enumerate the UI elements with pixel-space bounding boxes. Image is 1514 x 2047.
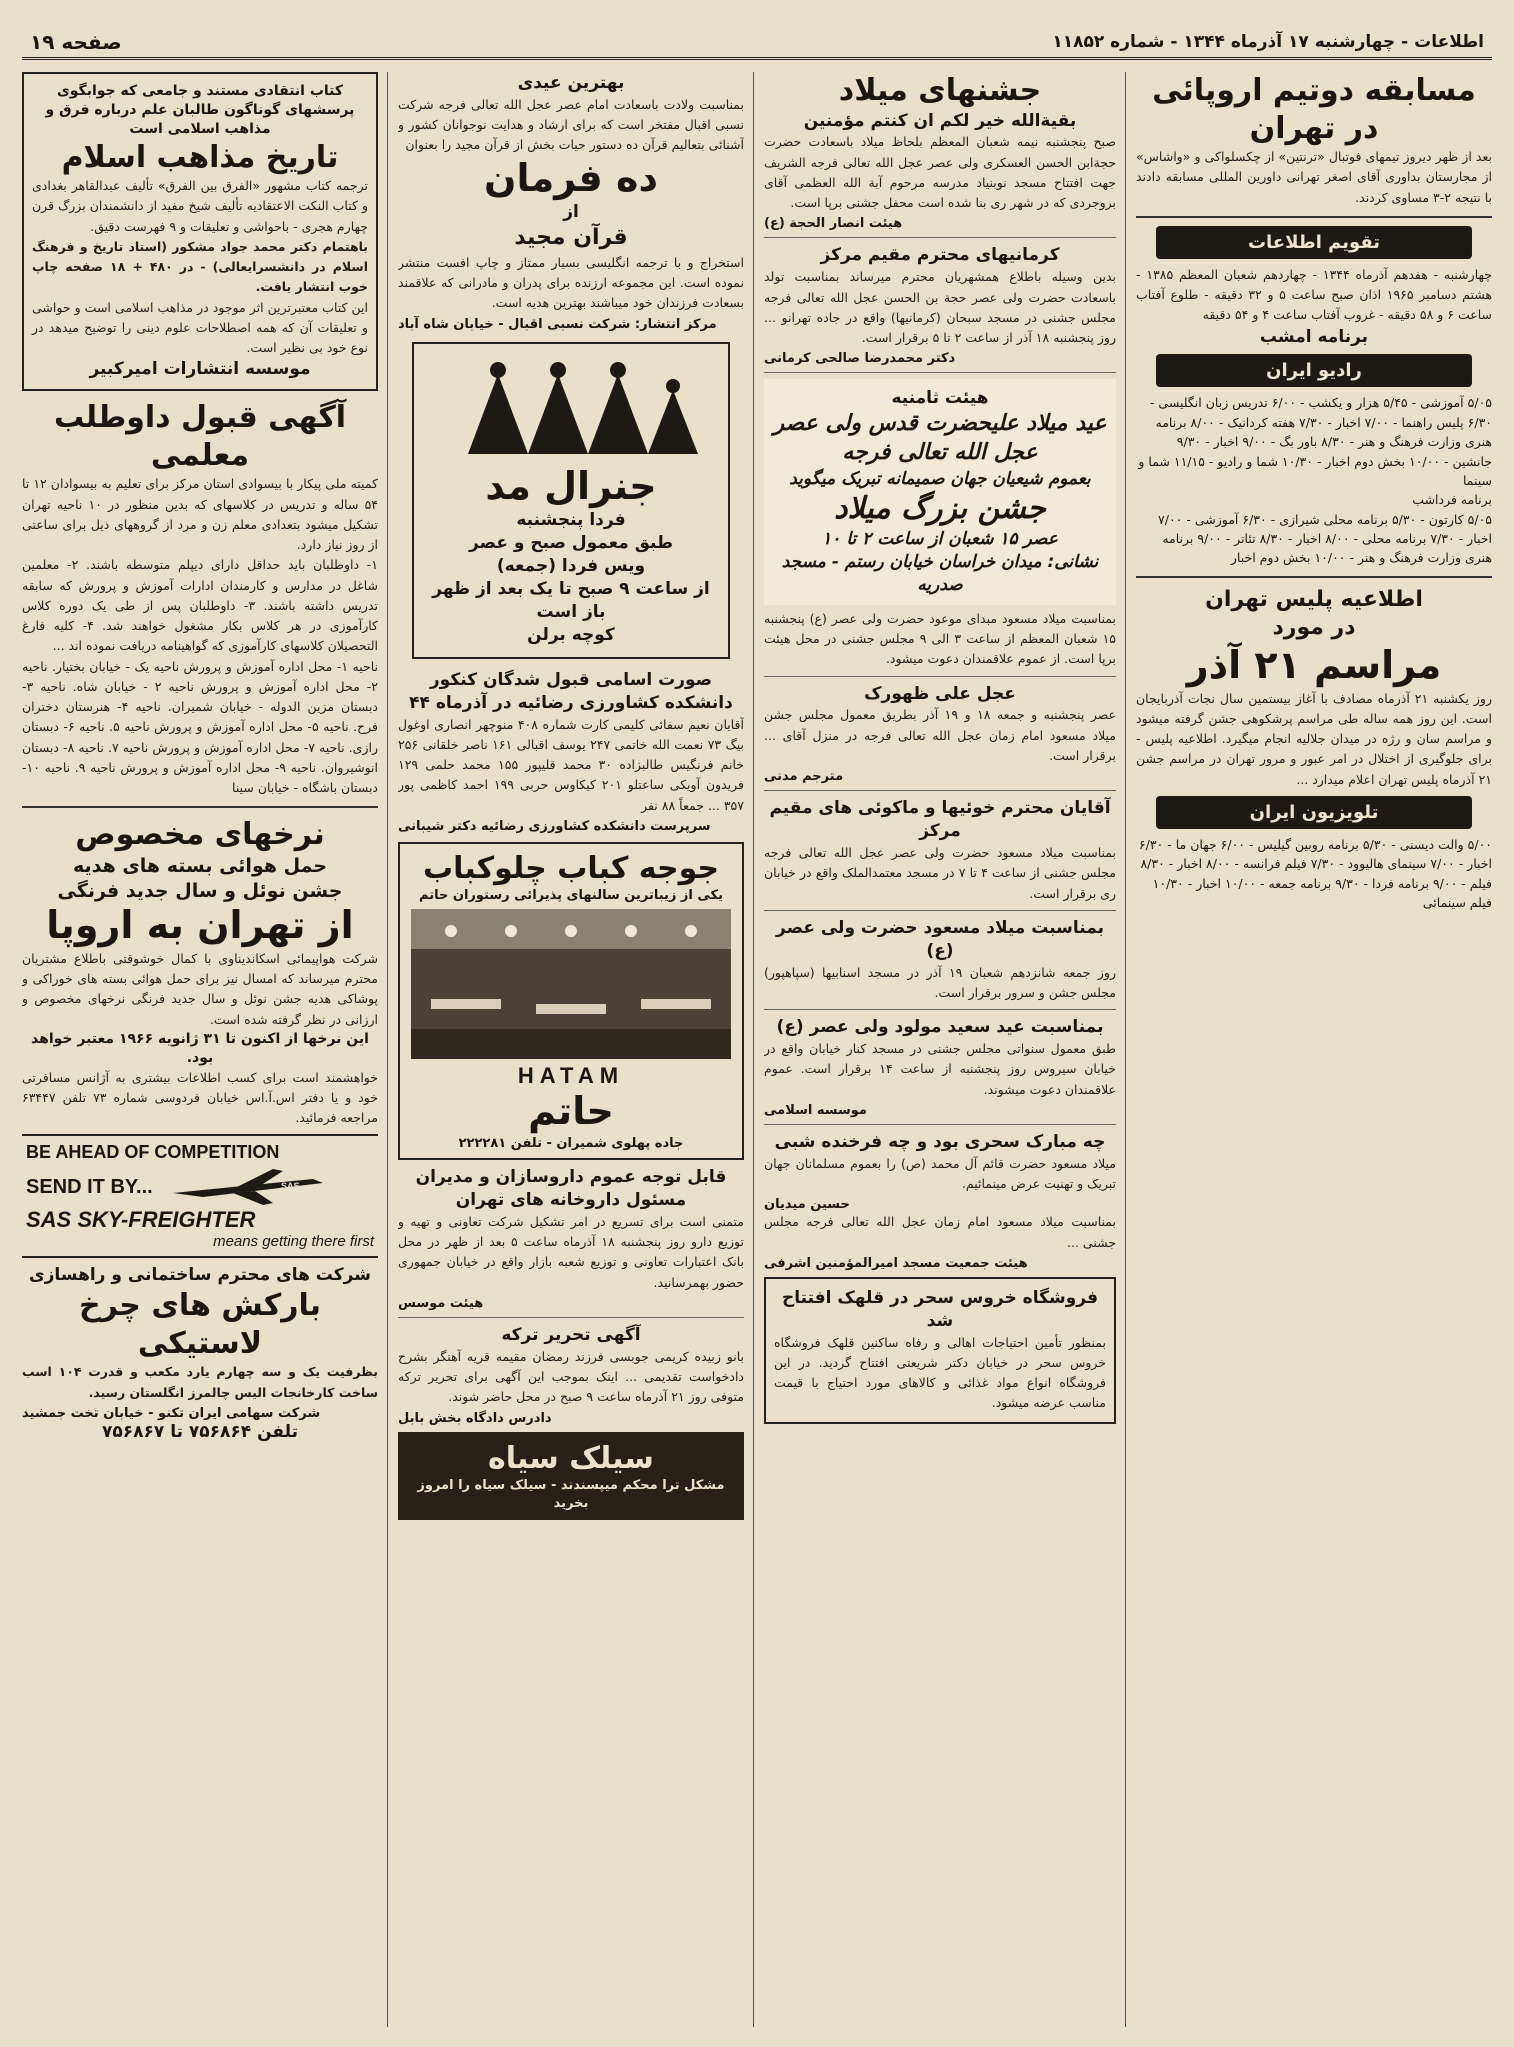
column-sports-tv [1136,72,1492,2027]
masthead [22,26,1492,60]
notice-title: دانشکده کشاورزی رضائیه در آذرماه ۴۴ [409,692,733,713]
ad-address: شرکت سهامی ایران تکنو - خیابان تخت جمشید [22,1405,321,1421]
ad-line: BE AHEAD OF COMPETITION [26,1142,280,1163]
notice-signature: حسین میدیان [764,1197,850,1213]
program-heading: برنامه فرداشب [1412,492,1492,508]
notice-body: بانو زبیده کریمی جوبسی فرزند رمضان مقیمه قریه آهنگر بشرح دادخواست تقدیمی ... اینک بموجب این آگهی برای تحریر ترکه متوفی روز ۲۱ آذرماه ساعت ۹ صبح در محل حاضر شوند. [398,1348,744,1405]
notice-title: در مورد [1272,615,1356,641]
ad-line: فردا پنجشنبه [516,510,626,531]
ad-signature: موسسه انتشارات امیرکبیر [89,359,311,380]
notice-title: اطلاعیه پلیس تهران [1205,586,1423,612]
ad-body: خواهشمند است برای کسب اطلاعات بیشتری به آژانس مسافرتی خود و یا دفتر اس.آ.اس خیابان فردوسی شماره ۷۳ تلفن ۶۳۴۴۷ مراجعه فرمائید. [22,1069,378,1126]
article-title: جشنهای میلاد [838,73,1042,108]
ad-body: شرکت هواپیمائی اسکاندیناوی با کمال خوشوقتی باطلاع مشتریان محترم میرساند که امسال نیز برای حمل هوائی بسته های خوراکی و پوشاکی هدیه جشن نوئل و سال جدید فرنگی نرخهای مخصوص و ارزانی در نظر گرفته شده است. [22,950,378,1027]
column-books-notices [22,72,378,2027]
ad-title: سیلک سیاه [488,1440,654,1476]
notice-signature: مترجم مدنی [764,769,844,785]
ad-title: بارکش های چرخ لاستیکی [78,1288,321,1361]
notice-title: مسئول داروخانه های تهران [455,1190,687,1211]
notice-signature: هیئت موسس [398,1295,484,1311]
notice-title: بمناسبت عید سعید مولود ولی عصر (ع) [776,1017,1104,1038]
ad-signature: مرکز انتشار: شرکت نسبی اقبال - خیابان شاه آباد [398,316,717,332]
notice-signature: دکتر محمدرضا صالحی کرمانی [764,351,956,367]
notice-title: چه مبارک سحری بود و چه فرخنده شبی [774,1131,1106,1152]
ad-body: بمناسبت ولادت باسعادت امام عصر عجل الله تعالی فرجه شرکت نسبی اقبال مفتخر است که برای ارشاد و هدایت نوجوانان کشور و آشنائی بتعالیم قرآن ده دستور حیات بخش از قرآن مجید را بعنوان [398,96,744,153]
notice-body: طبق معمول سنواتی مجلس جشنی در مسجد کنار خیابان واقع در خیابان سیروس روز پنجشنبه از ساعت ۱۴ برقرار است. عموم علاقمندان دعوت میشوند. [764,1041,1116,1097]
issue-info: اطلاعات - چهارشنبه ۱۷ آذرماه ۱۳۴۴ - شماره ۱۱۸۵۲ [1052,31,1484,52]
ad-title: تاریخ مذاهب اسلام [61,139,339,175]
ad-title: بهترین عیدی [517,73,625,93]
ad-line: SEND IT BY... [26,1175,153,1198]
tv-label: تلویزیون ایران [1156,796,1472,829]
column-celebrations [764,72,1116,2027]
page-number: صفحه ۱۹ [30,29,122,54]
notice-title: بمناسبت میلاد مسعود حضرت ولی عصر (ع) [776,917,1104,961]
notice-title: عجل علی ظهورک [864,683,1016,704]
ad-title: فروشگاه خروس سحر در قلهک افتتاح شد [782,1287,1098,1331]
ad-body: ترجمه کتاب مشهور «الفرق بین الفرق» تألیف عبدالقاهر بغدادی و کتاب النکت الاعتقادیه تألیف شیخ مفید از دانشمندان بزرگ قرن چهارم هجری - باحواشی و تعلیقات و ۹ فهرست دقیق. [32,178,368,234]
ad-line: کوچه برلن [527,624,615,645]
notice-body: آقایان نعیم سفائی کلیمی کارت شماره ۴۰۸ منوچهر انصاری اوغول بیگ ۷۳ نعمت الله خاتمی ۲۴۷ یوسف اقبالی ۱۶۱ ناصر خلقانی ۲۵۶ خانم فرنگیس طالبزاده ۳۰ محمد قلیپور ۱۵۵ محمد حلمی ۱۲۹ فریدون آویکی ساعتلو ۲۰۱ کیکاوس حربی ۱۹۹ احمد کاظمی پور ۳۵۷ ... جمعاً ۸۸ نفر [398,716,744,813]
notice-body: متمنی است برای تسریع در امر تشکیل شرکت تعاونی و تهیه و توزیع دارو روز پنجشنبه ۱۸ آذرماه ساعت ۵ بعد از ظهر در محل بانک اعتبارات تعاونی و توزیع شعبه بازار واقع در خیابان جمهوری حضور بهمرسانید. [398,1213,744,1290]
notice-title: آگهی تحریر ترکه [501,1324,641,1345]
ad-line: این نرخها از اکنون تا ۳۱ ژانویه ۱۹۶۶ معتبر خواهد بود. [31,1030,369,1066]
notice-list: ۱- داوطلبان باید حداقل دارای دیپلم متوسطه باشند. ۲- معلمین شاغل در مدارس و کارمندان ادارات آموزش و پرورش که سابقه تدریس داشته باشند. ۳- داوطلبان پس از طی یک دوره کلاس کارآموزی در هر کلاس بکار مشغول خواهند شد. ۴- کلیه فارغ التحصیلان کلاسهای کارآموزی که گواهینامه دریافت نموده اند ... [22,557,378,654]
radio-label: رادیو ایران [1156,354,1472,387]
shop-ad [764,1277,1116,1424]
calligraphy-line: بعموم شیعیان جهان صمیمانه تبریک میگوید [789,468,1091,489]
ad-line: طبق معمول صبح و عصر [469,533,673,554]
column-ads [398,72,744,2027]
ad-line: باز است [536,601,606,622]
calligraphy-line: عصر ۱۵ شعبان از ساعت ۲ تا ۱۰ [822,528,1058,549]
calendar-label: تقویم اطلاعات [1156,226,1472,259]
notice-areas: ناحیه ۱- محل اداره آموزش و پرورش ناحیه یک - خیابان بختیار. ناحیه ۲- محل اداره آموزش و پرورش ناحیه ۲ - خیابان شاه. ناحیه ۳- دبستان مزین الدوله - خیابان شمیران. ناحیه ۴- هنرستان دختران فرح. ناحیه ۵- محل اداره آموزش و پرورش ناحیه ۵. ناحیه ۶- دبستان رازی. ناحیه ۷- محل اداره آموزش و پرورش ناحیه ۷. ناحیه ۸- دبستان انوشیروان. ناحیه ۹- محل اداره آموزش و پرورش ناحیه ۹. ناحیه ۱۰- دبستان باشگاه - خیابان سینا [22,658,378,796]
notice-body: بمناسبت میلاد مسعود حضرت ولی عصر عجل الله تعالی فرجه مجلس جشنی از ساعت ۴ تا ۷ در مسجد معتمدالملک واقع در خیابان ری برقرار است. [764,845,1116,901]
calligraphy-heading: هیئت ثامنیه [891,388,989,409]
ad-subtitle: مشکل ترا محکم میپسندند - سیلک سیاه را امروز بخرید [417,1478,725,1511]
article-title: مسابقه دوتیم اروپائی [1152,73,1476,108]
ad-body: این کتاب معتبرترین اثر موجود در مذاهب اسلامی است و حواشی و تعلیقات آن که همه اصطلاحات علوم دینی را توضیح میدهد در نوع خود بی نظیر است. [32,299,368,356]
column-rule [1125,72,1126,2027]
notice-body: بمناسبت میلاد مسعود مبدای موعود حضرت ولی عصر (ع) پنجشنبه ۱۵ شعبان المعظم از ساعت ۳ الی ۹ مجلس جشنی در محل هیئت برپا است. از عموم علاقمندان دعوت میشود. [764,610,1116,667]
ad-title: قرآن مجید [514,225,628,251]
ad-subtitle: یکی از زیباترین سالنهای پذیرائی رستوران حاتم [419,888,723,904]
ad-title: حاتم [528,1088,614,1133]
ad-phone: تلفن ۷۵۶۸۶۴ تا ۷۵۶۸۶۷ [102,1421,298,1442]
hatam-latin-logo: HATAM [517,1062,625,1088]
ad-title: جوجه کباب چلوکباب [422,850,719,886]
notice-title: آگهی قبول داوطلب معلمی [53,400,347,473]
calligraphy-line: عید میلاد علیحضرت قدس ولی عصر عجل الله تعالی فرجه [773,411,1107,465]
ad-body: بمنظور تأمین احتیاجات اهالی و رفاه ساکنین قلهک فروشگاه خروس سحر در خیابان دکتر شریعتی افتتاح گردید. در این فروشگاه انواع مواد غذائی و کالاهای مورد احتیاج با قیمت مناسب عرضه میشود. [774,1334,1106,1411]
ad-title: از تهران به اروپا [46,903,354,948]
program-heading: برنامه امشب [1259,326,1369,347]
ad-line: ویس فردا (جمعه) [496,556,646,577]
ad-text: از [563,202,579,223]
ad-heading: شرکت های محترم ساختمانی و راهسازی [29,1265,371,1286]
notice-signature: هیئت جمعیت مسجد امیرالمؤمنین اشرفی [764,1255,1028,1271]
ad-title: SAS SKY-FREIGHTER [26,1207,256,1233]
sas-ad [22,1134,378,1258]
ad-heading: کتاب انتقادی مستند و جامعی که جوابگوی پرسشهای گوناگون طالبان علم درباره فرق و مذاهب اسلامی است [45,83,355,137]
ad-address: جاده پهلوی شمیران - تلفن ۲۲۲۲۸۱ [458,1135,684,1151]
notice-body: صبح پنجشنبه نیمه شعبان المعظم بلحاظ میلاد باسعادت حضرت حجةابن الحسن العسکری ولی عصر عجل الله تعالی فرجه الشریف جهت افتتاح مسجد نوبنیاد مدرسه مرحوم آیة الله العظمی آقای بروجردی که در شهر ری بنا شده است محفل جشنی برپا است. [764,134,1116,211]
tv-programs: ۵/۰۰ والت دیسنی - ۵/۳۰ برنامه روبین گیلیس - ۶/۰۰ جهان ما - ۶/۳۰ اخبار - ۷/۰۰ سینمای هالیوود - ۷/۳۰ فیلم فرانسه - ۸/۰۰ اخبار - ۸/۳۰ فیلم - ۹/۰۰ برنامه فردا - ۹/۳۰ برنامه جمعه - ۱۰/۰۰ اخبار - ۱۰/۳۰ فیلم سینمائی [1138,836,1492,910]
ad-body: بظرفیت یک و سه چهارم یارد مکعب و قدرت ۱۰۴ اسب ساخت کارخانجات الیس چالمرز انگلستان رسید. [22,1364,378,1400]
article-title: در تهران [1249,110,1379,146]
restaurant-hall-photo [411,909,731,1059]
notice-body: میلاد مسعود حضرت قائم آل محمد (ص) را بعموم مسلمانان جهان تبریک و تهنیت عرض مینمائیم. [764,1155,1116,1192]
sas-logo: SAS [280,1181,300,1192]
airplane-icon [163,1167,333,1207]
notice-signature: دادرس دادگاه بخش بابل [398,1410,552,1426]
notice-signature: هیئت انصار الحجة (ع) [764,216,903,232]
notice-title: مراسم ۲۱ آذر [1186,643,1442,687]
ad-title: جنرال مد [485,463,657,508]
article-subtitle: بقیةالله خیر لکم ان کنتم مؤمنین [803,110,1077,131]
ad-title: ده فرمان [484,155,658,200]
notice-body: کمیته ملی پیکار با بیسوادی استان مرکز برای تعلیم به بیسوادان ۱۲ تا ۵۴ ساله و تدریس در کلاسهای که بدین منظور در ۱۰ ناحیه تهران تشکیل میشود بتعدادی معلم زن و مرد از گروههای ذیل برای ساعتی از روز نیاز دارد. [22,476,378,553]
ad-line: از ساعت ۹ صبح تا یک بعد از ظهر [432,578,710,599]
book-ad [22,72,378,391]
notice-body: بدین وسیله باطلاع همشهریان محترم میرساند بمناسبت تولد باسعادت حضرت ولی عصر حجة بن الحسن عجل الله تعالی فرجه مجلس جشنی در مسجد سبحان (کرمانیها) واقع در جاده تهرانو ... روز پنجشنبه ۱۸ آذر از ساعت ۲ تا ۵ برقرار است. [764,269,1116,346]
notice-signature: سرپرست دانشکده کشاورزی رضائیه دکتر شیبانی [398,818,711,834]
calligraphy-line: جشن بزرگ میلاد [834,491,1046,527]
notice-body: روز یکشنبه ۲۱ آذرماه مصادف با آغاز بیستمین سال نجات آذربایجان است. این روز همه ساله طی مراسم پرشکوهی جشن گرفته میشود و مراسم سان و رژه در میدان جلالیه انجام میگیرد. اطلاعیه پلیس - برای جلوگیری از اختلال در امر عبور و مرور تهران در مراسم جشن ۲۱ آذرماه پلیس تهران اعلام میدارد ... [1136,690,1492,787]
ad-line: جشن نوئل و سال جدید فرنگی [57,879,343,902]
ad-title: نرخهای مخصوص [75,817,325,853]
calendar-text: چهارشنبه - هفدهم آذرماه ۱۳۴۴ - چهاردهم شعبان المعظم ۱۳۸۵ - هشتم دسامبر ۱۹۶۵ اذان صبح ساعت ۵ و ۳۲ دقیقه - طلوع آفتاب ساعت ۶ و ۵۸ دقیقه - غروب آفتاب ساعت ۴ و ۵۴ دقیقه [1136,266,1492,323]
notice-body: روز جمعه شانزدهم شعبان ۱۹ آذر در مسجد اسنابیها (سپاهپور) مجلس جشن و سرور برقرار است. [764,964,1116,1000]
column-rule [387,72,388,2027]
ad-line: means getting there first [213,1233,374,1251]
notice-title: صورت اسامی قبول شدگان کنکور [429,669,713,690]
notice-title: قابل توجه عموم داروسازان و مدیران [415,1167,727,1188]
general-mode-ad [412,342,730,659]
dress-figures-illustration [418,354,718,464]
calligraphy-line: نشانی: میدان خراسان خیابان رستم - مسجد صدریه [781,551,1099,595]
notice-title: آقایان محترم خوئیها و ماکوئی های مقیم مرکز [769,798,1111,842]
silk-ad [398,1432,744,1521]
article-body: بعد از ظهر دیروز تیمهای فوتبال «ترنتین» از چکسلواکی و «واشاس» از مجارستان بداوری آقای اصغر تهرانی داورین المللی مسابقه دادند با نتیجه ۲-۳ مساوی کردند. [1136,149,1492,205]
ad-line: حمل هوائی بسته های هدیه [72,854,328,877]
calligraphy-notice [764,379,1116,604]
ad-body: باهتمام دکتر محمد جواد مشکور (استاد تاریخ و فرهنگ اسلام در دانشسرایعالی) - در ۴۸۰ + ۱۸ صفحه چاپ خوب انتشار یافت. [32,238,368,295]
notice-body: بمناسبت میلاد مسعود امام زمان عجل الله تعالی فرجه مجلس جشنی ... [764,1214,1116,1250]
notice-title: کرمانیهای محترم مقیم مرکز [820,245,1060,266]
radio-programs: ۵/۰۵ آموزشی - ۵/۴۵ هزار و یکشب - ۶/۰۰ تدریس زبان انگلیسی - ۶/۳۰ پلیس راهنما - ۷/۰۰ اخبار - ۷/۳۰ هفته کردانیک - ۸/۰۰ برنامه هنری وزارت فرهنگ و هنر - ۸/۳۰ باور بگ - ۹/۰۰ اخبار - ۹/۳۰ جانشین - ۱۰/۰۰ بخش دوم اخبار - ۱۰/۳۰ شما و رادیو - ۱۱/۱۵ شما و سینما [1138,395,1492,488]
restaurant-ad [398,842,744,1160]
notice-body: عصر پنجشنبه و جمعه ۱۸ و ۱۹ آذر بطریق معمول مجلس جشن میلاد مسعود امام زمان عجل الله تعالی فرجه در منزل آقای ... برقرار است. [764,707,1116,763]
column-rule [753,72,754,2027]
ad-body: استخراج و با ترجمه انگلیسی بسیار ممتاز و چاپ افست منتشر نموده است. این مجموعه ارزنده برای پدران و مادرانی که علاقمند بسعادت فرزندان خود میباشند بهترین هدیه است. [398,254,744,311]
tomorrow-programs: ۵/۰۵ کارتون - ۵/۳۰ برنامه محلی شیرازی - ۶/۳۰ آموزشی - ۷/۰۰ اخبار - ۷/۳۰ برنامه محلی - ۸/۰۰ اخبار - ۸/۳۰ تئاتر - ۹/۰۰ برنامه هنری وزارت فرهنگ و هنر - ۱۰/۰۰ بخش دوم اخبار [1158,511,1492,566]
notice-signature: موسسه اسلامی [764,1102,867,1118]
